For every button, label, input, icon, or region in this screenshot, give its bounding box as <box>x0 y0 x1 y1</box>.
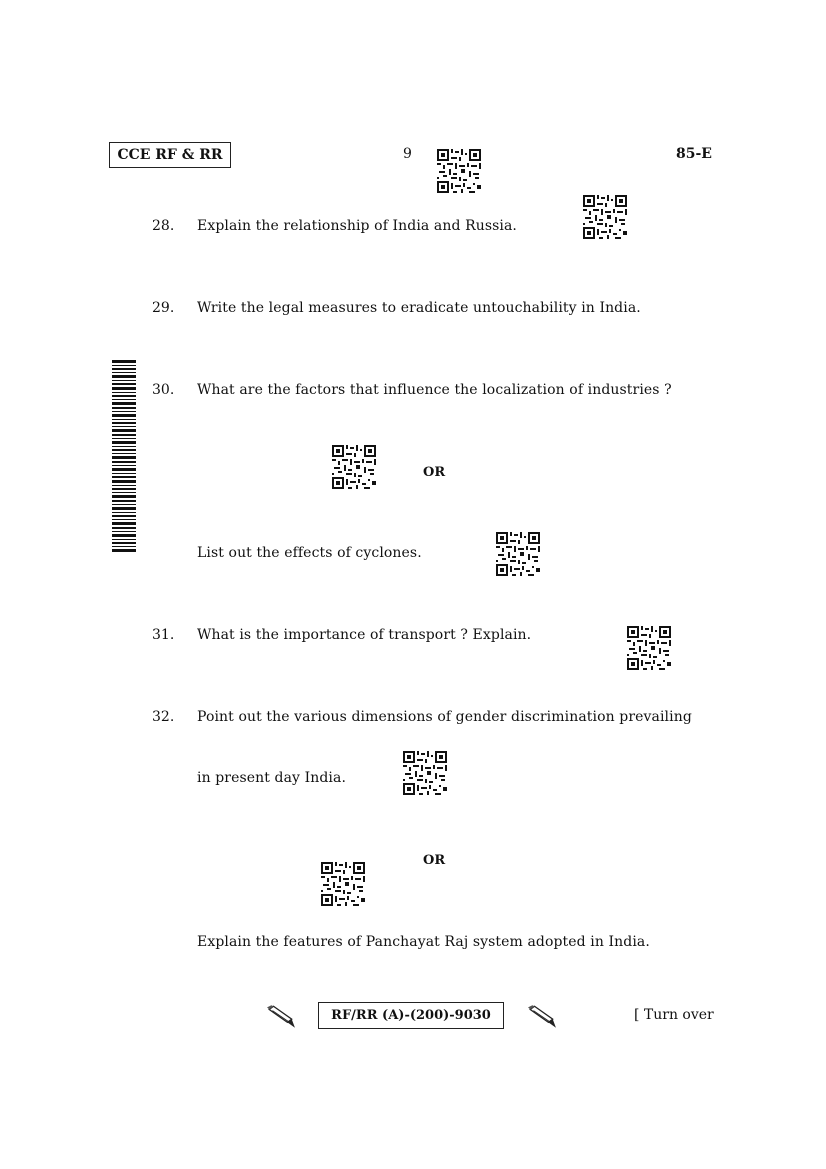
question-text-line-1: Point out the various dimensions of gender discrimination prevailing <box>197 709 692 725</box>
barcode-icon <box>112 360 136 554</box>
or-label: OR <box>423 465 446 480</box>
question-number: 31. <box>152 627 175 643</box>
question-text: Write the legal measures to eradicate untouchability in India. <box>197 300 641 316</box>
series-code: RF/RR (A)-(200)-9030 <box>331 1008 491 1023</box>
or-label: OR <box>423 853 446 868</box>
paper-code: 85-E <box>676 146 712 162</box>
question-text-line-2: in present day India. <box>197 770 346 786</box>
qr-code-icon <box>331 444 377 490</box>
qr-code-icon <box>320 861 366 907</box>
page-number: 9 <box>403 146 412 162</box>
question-text: What is the importance of transport ? Explain. <box>197 627 532 643</box>
question-alt-text: List out the effects of cyclones. <box>197 545 422 561</box>
exam-code-box <box>109 142 231 168</box>
turn-over-label: [ Turn over <box>634 1007 714 1023</box>
qr-code-icon <box>402 750 448 796</box>
question-number: 29. <box>152 300 175 316</box>
question-number: 32. <box>152 709 175 725</box>
question-alt-text: Explain the features of Panchayat Raj system adopted in India. <box>197 934 650 950</box>
question-text: Explain the relationship of India and Russia. <box>197 218 517 234</box>
pencil-icon <box>266 1005 296 1029</box>
pencil-icon <box>527 1005 557 1029</box>
qr-code-icon <box>495 531 541 577</box>
series-code-box <box>318 1002 504 1029</box>
qr-code-icon <box>626 625 672 671</box>
exam-code: CCE RF & RR <box>117 147 223 163</box>
qr-code-icon <box>582 194 628 240</box>
question-number: 28. <box>152 218 175 234</box>
qr-code-icon <box>436 148 482 194</box>
question-number: 30. <box>152 382 175 398</box>
question-text: What are the factors that influence the localization of industries ? <box>197 382 672 398</box>
